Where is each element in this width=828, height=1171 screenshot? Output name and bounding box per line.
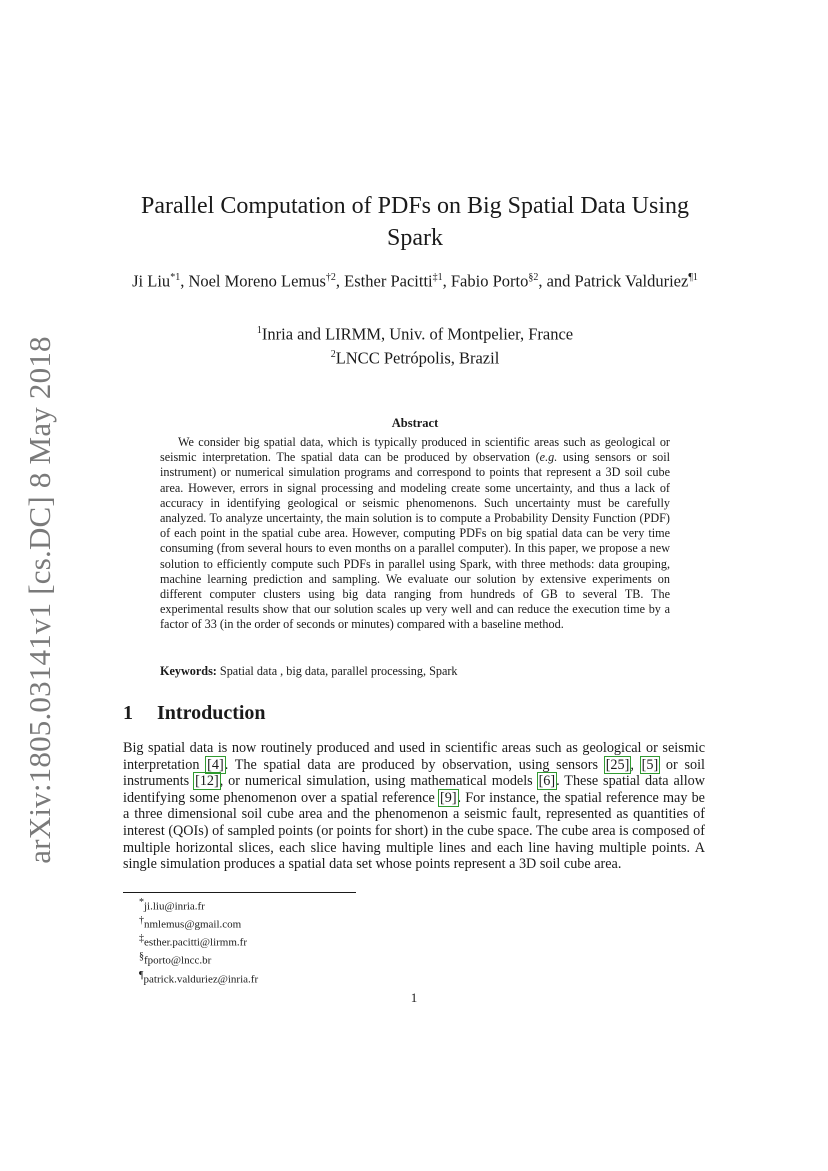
body-text: . These spatial data allow identifying some phenomenon over a spatial reference <box>123 773 705 806</box>
footnote-mark: * <box>139 897 144 908</box>
author-name: Esther Pacitti <box>344 271 433 291</box>
citation-link[interactable]: [5] <box>641 756 659 773</box>
footnote <box>139 950 258 968</box>
affiliation-mark: 2 <box>330 348 336 360</box>
abstract-eg: e.g. <box>539 450 558 465</box>
footnote <box>139 896 258 914</box>
footnote <box>139 914 258 932</box>
author-mark: ¶1 <box>688 272 698 283</box>
footnote-email: ji.liu@inria.fr <box>144 900 205 913</box>
keywords-text: Spatial data , big data, parallel processing, Spark <box>216 664 458 678</box>
author-name: and Patrick Valduriez <box>546 271 689 291</box>
citation-link[interactable]: [25] <box>605 756 630 773</box>
title-line-2: Spark <box>387 225 443 251</box>
citation-link[interactable]: [6] <box>538 773 556 790</box>
paper-title <box>120 190 710 254</box>
footnote-mark: ¶ <box>139 969 144 981</box>
affiliation-line <box>120 321 710 345</box>
introduction-paragraph <box>123 740 705 873</box>
author-name: Noel Moreno Lemus <box>188 271 326 291</box>
citation-link[interactable]: [9] <box>440 789 457 806</box>
body-text: . The spatial data are produced by observation, using sensors <box>224 756 605 773</box>
body-text: , or numerical simulation, using mathematical models <box>219 773 538 790</box>
footnote-email: fporto@lncc.br <box>144 955 212 968</box>
abstract-heading: Abstract <box>391 416 439 430</box>
title-line-1: Parallel Computation of PDFs on Big Spatial Data Using <box>141 193 689 219</box>
body-text: . For instance, the spatial reference may be a three dimensional soil cube area and the phenomenon a seismic fault, represented as quantities of interest (QOIs) of sampled points (or points for short) in the cube space. The cube area is composed of multiple horizontal slices, each slice having multiple lines and each line having multiple points. A single simulation produces a spatial data set whose points represent a 3D soil cube area. <box>123 789 705 873</box>
section-heading <box>123 702 266 725</box>
affiliation-text: LNCC Petrópolis, Brazil <box>335 348 500 367</box>
footnote-mark: § <box>139 951 144 963</box>
footnote-email: nmlemus@gmail.com <box>144 918 242 931</box>
footnote-email: patrick.valduriez@inria.fr <box>143 973 259 986</box>
page-number: 1 <box>410 990 418 1005</box>
footnote <box>139 969 258 987</box>
author-list: Ji Liu$^{*1}$, Noel Moreno Lemus$^{\dagger 2}$, Esther Pacitti$^{\ddagger 1}$, Fabio Porto$^{\S 2}$, and Patrick Valduriez$^{\P 1}$ <box>132 271 698 291</box>
footnote-rule <box>123 892 356 893</box>
arxiv-identifier-stamp: arXiv:1805.03141v1 [cs.DC] 8 May 2018 <box>22 336 57 864</box>
affiliation-line <box>120 345 710 369</box>
section-number: 1 <box>123 702 133 724</box>
author-mark: *1 <box>170 272 181 283</box>
section-title: Introduction <box>157 702 266 724</box>
body-text: , <box>630 756 641 773</box>
affiliations <box>120 321 710 368</box>
author-mark: §2 <box>528 272 539 283</box>
body-text: or soil instruments <box>123 756 705 790</box>
citation-link[interactable]: [12] <box>195 773 219 790</box>
author-mark: †2 <box>325 272 336 283</box>
author-name: Fabio Porto <box>450 271 529 291</box>
keywords-label: Keywords: <box>160 664 217 678</box>
affiliation-text: Inria and LIRMM, Univ. of Montpelier, France <box>261 324 574 344</box>
footnote-mark: ‡ <box>139 933 144 945</box>
affiliation-mark: 1 <box>256 325 262 336</box>
keywords <box>160 664 670 679</box>
author-mark: ‡1 <box>432 272 443 283</box>
abstract-text: We consider big spatial data, which is typically produced in scientific areas such as geological or seismic interpretation. The spatial data can be produced by observation ( <box>160 435 670 465</box>
author-name: Ji Liu <box>132 271 171 291</box>
footnotes <box>139 896 258 987</box>
footnote <box>139 932 258 950</box>
abstract-text: using sensors or soil instrument) or numerical simulation programs and correspond to points that represent a 3D soil cube area. However, errors in signal processing and modeling create some uncertainty, and thus a lack of accuracy in identifying geological or seismic phenomenons. Such uncertainty must be carefully analyzed. To analyze uncertainty, the main solution is to compute a Probability Density Function (PDF) of each point in the spatial cube area. However, computing PDFs on big spatial data can be very time consuming (from several hours to even months on a parallel computer). In this paper, we propose a new solution to efficiently compute such PDFs in parallel using Spark, with three methods: data grouping, machine learning prediction and sampling. We evaluate our solution by extensive experiments on different computer clusters using big data ranging from hundreds of GB to several TB. The experimental results show that our solution scales up very well and can reduce the execution time by a factor of 33 (in the order of seconds or minutes) compared with a baseline method. <box>160 450 670 632</box>
footnote-email: esther.pacitti@lirmm.fr <box>144 936 247 949</box>
citation-link[interactable]: [4] <box>207 756 224 773</box>
body-text: Big spatial data is now routinely produced and used in scientific areas such as geological or seismic interpretation <box>123 740 705 773</box>
abstract-body <box>160 435 670 633</box>
footnote-mark: † <box>139 915 144 927</box>
